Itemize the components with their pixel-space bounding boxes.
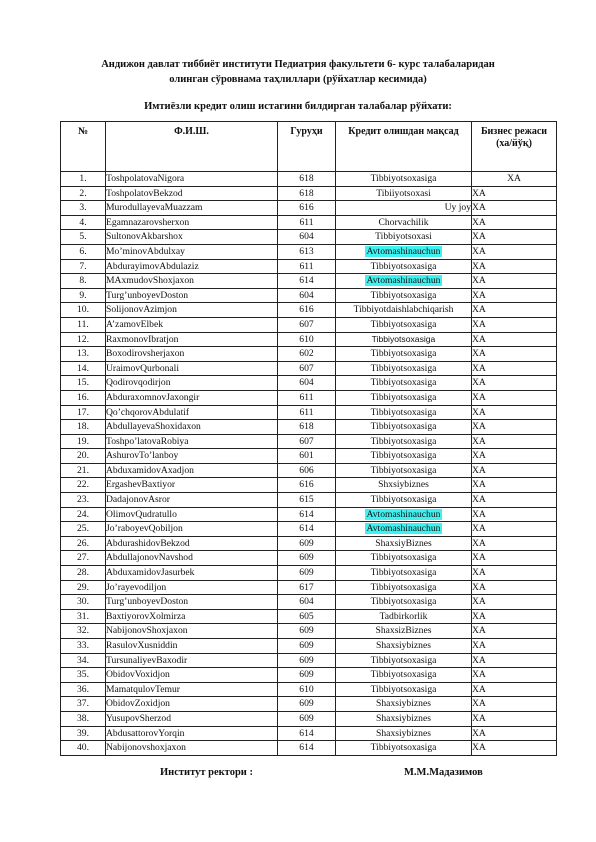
- credit-purpose-cell: [336, 595, 472, 610]
- credit-purpose: Avtomashinauchun: [366, 245, 441, 257]
- student-group: 601: [278, 449, 336, 464]
- student-group: 609: [278, 536, 336, 551]
- student-name: ObidovVoxidjon: [106, 668, 278, 683]
- table-row: [61, 653, 557, 668]
- credit-purpose-cell: [336, 420, 472, 435]
- table-row: [61, 201, 557, 216]
- row-number: 7.: [61, 259, 106, 274]
- credit-purpose: Tibiiyotsoxasi: [376, 187, 431, 199]
- table-row: [61, 682, 557, 697]
- row-number: 14.: [61, 361, 106, 376]
- credit-purpose: Tibbiyotsoxasiga: [370, 552, 437, 564]
- business-plan-value: XA: [472, 595, 557, 610]
- business-plan-value: XA: [472, 580, 557, 595]
- credit-purpose-cell: [336, 507, 472, 522]
- row-number: 21.: [61, 463, 106, 478]
- business-plan-value: XA: [472, 186, 557, 201]
- table-row: [61, 697, 557, 712]
- credit-purpose-cell: [336, 405, 472, 420]
- row-number: 17.: [61, 405, 106, 420]
- row-number: 36.: [61, 682, 106, 697]
- student-name: AbdullayevaShoxidaxon: [106, 420, 278, 435]
- credit-purpose: Tibbiyotsoxasiga: [370, 318, 437, 330]
- business-plan-value: XA: [472, 317, 557, 332]
- business-plan-value: XA: [472, 303, 557, 318]
- table-row: [61, 624, 557, 639]
- business-plan-value: XA: [472, 668, 557, 683]
- table-row: [61, 215, 557, 230]
- student-group: 604: [278, 288, 336, 303]
- business-plan-value: XA: [472, 624, 557, 639]
- business-plan-value: XA: [472, 711, 557, 726]
- student-group: 607: [278, 434, 336, 449]
- table-row: [61, 434, 557, 449]
- student-name: Turg’unboyevDoston: [106, 288, 278, 303]
- credit-purpose-cell: [336, 697, 472, 712]
- row-number: 15.: [61, 376, 106, 391]
- credit-purpose: Tibbiyotsoxasiga: [370, 348, 437, 360]
- credit-purpose-cell: [336, 609, 472, 624]
- credit-purpose-cell: [336, 244, 472, 259]
- row-number: 4.: [61, 215, 106, 230]
- student-name: AbduraxomnovJaxongir: [106, 390, 278, 405]
- credit-purpose-cell: [336, 741, 472, 756]
- row-number: 27.: [61, 551, 106, 566]
- credit-purpose: Tibbiyotsoxasiga: [370, 596, 437, 608]
- credit-purpose-cell: [336, 288, 472, 303]
- student-group: 616: [278, 303, 336, 318]
- student-group: 609: [278, 566, 336, 581]
- row-number: 25.: [61, 522, 106, 537]
- business-plan-value: XA: [472, 361, 557, 376]
- business-plan-value: XA: [472, 536, 557, 551]
- student-group: 609: [278, 639, 336, 654]
- student-group: 617: [278, 580, 336, 595]
- credit-purpose: Tibbiyotsoxasiga: [370, 654, 437, 666]
- student-name: ToshpolatovaNigora: [106, 172, 278, 187]
- table-row: [61, 288, 557, 303]
- student-name: AbduxamidovAxadjon: [106, 463, 278, 478]
- row-number: 1.: [61, 172, 106, 187]
- student-name: AbduxamidovJasurbek: [106, 566, 278, 581]
- business-plan-value: XA: [472, 172, 557, 187]
- credit-purpose: Shxsiybiznes: [378, 479, 429, 491]
- row-number: 35.: [61, 668, 106, 683]
- student-group: 614: [278, 507, 336, 522]
- credit-purpose-cell: [336, 317, 472, 332]
- credit-purpose-cell: [336, 668, 472, 683]
- student-name: RaxmonovIbratjon: [106, 332, 278, 347]
- business-plan-value: XA: [472, 522, 557, 537]
- student-group: 618: [278, 172, 336, 187]
- business-plan-value: XA: [472, 639, 557, 654]
- student-group: 614: [278, 726, 336, 741]
- student-name: AshurovTo’lanboy: [106, 449, 278, 464]
- table-row: [61, 244, 557, 259]
- student-name: Mo’minovAbdulxay: [106, 244, 278, 259]
- student-name: AbdurashidovBekzod: [106, 536, 278, 551]
- student-name: Jo’raboyevQobiljon: [106, 522, 278, 537]
- credit-purpose-cell: [336, 215, 472, 230]
- credit-purpose: Tibbiyotsoxasiga: [370, 289, 437, 301]
- business-plan-value: XA: [472, 244, 557, 259]
- table-row: [61, 478, 557, 493]
- row-number: 20.: [61, 449, 106, 464]
- credit-purpose: Tibbiyotsoxasiga: [370, 173, 437, 184]
- credit-purpose: ShaxsizBiznes: [375, 625, 432, 637]
- business-plan-value: XA: [472, 551, 557, 566]
- credit-purpose-cell: [336, 172, 472, 187]
- row-number: 26.: [61, 536, 106, 551]
- student-group: 610: [278, 682, 336, 697]
- table-row: [61, 580, 557, 595]
- business-plan-value: XA: [472, 405, 557, 420]
- business-plan-value: XA: [472, 215, 557, 230]
- student-name: AbdusattorovYorqin: [106, 726, 278, 741]
- student-group: 610: [278, 332, 336, 347]
- credit-purpose: Shaxsiybiznes: [376, 727, 431, 739]
- credit-purpose: Tibbiyotsoxasiga: [370, 260, 437, 272]
- student-group: 609: [278, 697, 336, 712]
- student-group: 611: [278, 405, 336, 420]
- credit-purpose: Tibbiyotsoxasiga: [370, 669, 437, 681]
- student-name: Nabijonovshoxjaxon: [106, 741, 278, 756]
- credit-purpose-cell: [336, 726, 472, 741]
- row-number: 24.: [61, 507, 106, 522]
- credit-purpose: Tibbiyotsoxasiga: [370, 377, 437, 389]
- table-body: [61, 172, 557, 756]
- student-name: NabijonovShoxjaxon: [106, 624, 278, 639]
- credit-purpose: Tibbiyotsoxasiga: [370, 581, 437, 593]
- credit-purpose: Avtomashinauchun: [366, 523, 441, 535]
- row-number: 32.: [61, 624, 106, 639]
- business-plan-value: XA: [472, 726, 557, 741]
- table-row: [61, 405, 557, 420]
- credit-purpose-cell: [336, 522, 472, 537]
- column-header-purpose: Кредит олишдан мақсад: [336, 122, 472, 172]
- column-header-group: Гуруҳи: [278, 122, 336, 172]
- row-number: 10.: [61, 303, 106, 318]
- student-group: 618: [278, 420, 336, 435]
- table-header-row: [61, 122, 557, 172]
- student-name: UraimovQurbonali: [106, 361, 278, 376]
- row-number: 5.: [61, 230, 106, 245]
- student-group: 616: [278, 478, 336, 493]
- table-row: [61, 522, 557, 537]
- credit-purpose: Tibbiyotsoxasiga: [370, 464, 437, 476]
- credit-purpose: Tibbiyotsoxasiga: [370, 435, 437, 447]
- business-plan-value: XA: [472, 259, 557, 274]
- business-plan-value: XA: [472, 653, 557, 668]
- table-row: [61, 172, 557, 187]
- student-group: 615: [278, 493, 336, 508]
- row-number: 30.: [61, 595, 106, 610]
- student-group: 613: [278, 244, 336, 259]
- business-plan-value: XA: [472, 682, 557, 697]
- credit-purpose-cell: [336, 682, 472, 697]
- credit-purpose-cell: [336, 580, 472, 595]
- credit-purpose: Tibbiyotsoxasiga: [370, 391, 437, 403]
- list-heading: Имтиёзли кредит олиш истагини билдирган талабалар рўйхати:: [144, 101, 452, 112]
- business-plan-value: XA: [472, 741, 557, 756]
- credit-purpose: Tadbirkorlik: [379, 610, 428, 622]
- table-row: [61, 639, 557, 654]
- student-name: SolijonovAzimjon: [106, 303, 278, 318]
- student-name: ToshpolatovBekzod: [106, 186, 278, 201]
- row-number: 31.: [61, 609, 106, 624]
- student-name: A’zamovElbek: [106, 317, 278, 332]
- student-name: BaxtiyorovXolmirza: [106, 609, 278, 624]
- business-plan-value: XA: [472, 390, 557, 405]
- student-name: SultonovAkbarshox: [106, 230, 278, 245]
- row-number: 40.: [61, 741, 106, 756]
- student-group: 609: [278, 551, 336, 566]
- credit-purpose-cell: [336, 653, 472, 668]
- student-name: Qodirovqodirjon: [106, 376, 278, 391]
- business-plan-value: XA: [472, 609, 557, 624]
- credit-purpose-cell: [336, 259, 472, 274]
- row-number: 19.: [61, 434, 106, 449]
- student-name: DadajonovAsror: [106, 493, 278, 508]
- table-row: [61, 186, 557, 201]
- credit-purpose-cell: [336, 303, 472, 318]
- column-header-business-plan: Бизнес режаси (ха/йўқ): [472, 122, 557, 172]
- business-plan-value: XA: [472, 347, 557, 362]
- business-plan-value: XA: [472, 478, 557, 493]
- table-row: [61, 741, 557, 756]
- student-name: Boxodirovsherjaxon: [106, 347, 278, 362]
- row-number: 8.: [61, 274, 106, 289]
- student-name: Jo’rayevodiljon: [106, 580, 278, 595]
- business-plan-value: XA: [472, 274, 557, 289]
- row-number: 2.: [61, 186, 106, 201]
- business-plan-value: XA: [472, 332, 557, 347]
- credit-purpose-cell: [336, 624, 472, 639]
- credit-purpose: Tibbiyotsoxasiga: [370, 450, 437, 462]
- row-number: 29.: [61, 580, 106, 595]
- column-header-number: №: [61, 122, 106, 172]
- student-group: 604: [278, 376, 336, 391]
- student-name: AbdullajonovNavshod: [106, 551, 278, 566]
- table-row: [61, 609, 557, 624]
- column-header-fullname: Ф.И.Ш.: [106, 122, 278, 172]
- student-group: 614: [278, 741, 336, 756]
- credit-purpose: Tibbiyotsoxasiga: [370, 421, 437, 433]
- credit-purpose-cell: [336, 376, 472, 391]
- table-row: [61, 332, 557, 347]
- student-name: YusupovSherzod: [106, 711, 278, 726]
- student-name: RasulovXusniddin: [106, 639, 278, 654]
- row-number: 12.: [61, 332, 106, 347]
- rector-label: Институт ректори :: [160, 767, 253, 778]
- credit-purpose-cell: [336, 493, 472, 508]
- table-row: [61, 361, 557, 376]
- student-group: 607: [278, 361, 336, 376]
- business-plan-value: XA: [472, 566, 557, 581]
- student-name: ErgashevBaxtiyor: [106, 478, 278, 493]
- business-plan-value: XA: [472, 697, 557, 712]
- credit-purpose: Tibbiyotsoxasiga: [371, 333, 436, 344]
- row-number: 39.: [61, 726, 106, 741]
- credit-purpose-cell: [336, 711, 472, 726]
- credit-purpose: Chorvachilik: [378, 216, 429, 228]
- row-number: 18.: [61, 420, 106, 435]
- credit-purpose-cell: [336, 361, 472, 376]
- credit-purpose-cell: [336, 201, 472, 216]
- student-group: 607: [278, 317, 336, 332]
- credit-purpose: Avtomashinauchun: [366, 508, 441, 520]
- student-group: 609: [278, 653, 336, 668]
- credit-purpose: Shaxsiybiznes: [376, 640, 431, 651]
- student-group: 614: [278, 274, 336, 289]
- table-row: [61, 493, 557, 508]
- document-title-line-2: олинган сўровнама таҳлиллари (рўйхатлар кесимида): [169, 74, 427, 85]
- table-row: [61, 449, 557, 464]
- student-group: 604: [278, 595, 336, 610]
- student-group: 609: [278, 668, 336, 683]
- business-plan-value: XA: [472, 201, 557, 216]
- table-row: [61, 536, 557, 551]
- credit-purpose: Tibbiyotsoxasiga: [370, 742, 437, 754]
- student-group: 616: [278, 201, 336, 216]
- credit-purpose-cell: [336, 478, 472, 493]
- student-group: 604: [278, 230, 336, 245]
- student-group: 618: [278, 186, 336, 201]
- credit-purpose-cell: [336, 449, 472, 464]
- table-row: [61, 566, 557, 581]
- credit-purpose-cell: [336, 390, 472, 405]
- student-group: 611: [278, 215, 336, 230]
- business-plan-value: XA: [472, 463, 557, 478]
- credit-purpose-cell: [336, 347, 472, 362]
- rector-name: М.М.Мадазимов: [404, 767, 483, 778]
- table-row: [61, 274, 557, 289]
- student-group: 611: [278, 259, 336, 274]
- student-group: 609: [278, 624, 336, 639]
- row-number: 11.: [61, 317, 106, 332]
- table-row: [61, 507, 557, 522]
- row-number: 37.: [61, 697, 106, 712]
- business-plan-value: XA: [472, 376, 557, 391]
- credit-purpose: Tibbiyotdaishlabchiqarish: [353, 304, 454, 316]
- table-row: [61, 390, 557, 405]
- row-number: 33.: [61, 639, 106, 654]
- student-name: Toshpo’latovaRobiya: [106, 434, 278, 449]
- credit-purpose: Tibbiyotsoxasiga: [370, 362, 437, 374]
- business-plan-value: XA: [472, 230, 557, 245]
- table-row: [61, 726, 557, 741]
- credit-purpose: Tibbiyotsoxasiga: [370, 494, 437, 506]
- row-number: 22.: [61, 478, 106, 493]
- credit-purpose: Avtomashinauchun: [366, 275, 441, 287]
- credit-purpose-cell: [336, 463, 472, 478]
- row-number: 9.: [61, 288, 106, 303]
- credit-purpose: Shaxsiybiznes: [376, 698, 431, 710]
- business-plan-value: XA: [472, 449, 557, 464]
- credit-purpose: Tibbiyotsoxasi: [375, 231, 432, 243]
- credit-purpose: ShaxsiyBiznes: [375, 537, 432, 549]
- credit-purpose-cell: [336, 536, 472, 551]
- table-row: [61, 668, 557, 683]
- table-row: [61, 595, 557, 610]
- row-number: 34.: [61, 653, 106, 668]
- credit-purpose: Uy joy: [444, 202, 471, 214]
- student-name: Turg’unboyevDoston: [106, 595, 278, 610]
- table-row: [61, 376, 557, 391]
- table-row: [61, 420, 557, 435]
- student-group: 611: [278, 390, 336, 405]
- student-name: MAxmudovShoxjaxon: [106, 274, 278, 289]
- credit-purpose-cell: [336, 186, 472, 201]
- student-group: 609: [278, 711, 336, 726]
- student-group: 606: [278, 463, 336, 478]
- student-group: 614: [278, 522, 336, 537]
- student-name: MurodullayevaMuazzam: [106, 201, 278, 216]
- document-title-line-1: Андижон давлат тиббиёт институти Педиатрия факультети 6- курс талабаларидан: [101, 59, 495, 70]
- table-row: [61, 463, 557, 478]
- student-name: MamatqulovTemur: [106, 682, 278, 697]
- table-row: [61, 347, 557, 362]
- table-row: [61, 230, 557, 245]
- row-number: 28.: [61, 566, 106, 581]
- student-name: ObidovZoxidjon: [106, 697, 278, 712]
- table-row: [61, 317, 557, 332]
- credit-purpose-cell: [336, 274, 472, 289]
- student-group: 605: [278, 609, 336, 624]
- credit-purpose-cell: [336, 639, 472, 654]
- student-group: 602: [278, 347, 336, 362]
- table-row: [61, 303, 557, 318]
- student-name: Egamnazarovsherxon: [106, 215, 278, 230]
- table-row: [61, 551, 557, 566]
- table-row: [61, 259, 557, 274]
- row-number: 3.: [61, 201, 106, 216]
- business-plan-value: XA: [472, 507, 557, 522]
- credit-purpose-cell: [336, 566, 472, 581]
- credit-purpose-cell: [336, 551, 472, 566]
- student-name: TursunaliyevBaxodir: [106, 653, 278, 668]
- students-table: [60, 121, 557, 756]
- credit-purpose: Tibbiyotsoxasiga: [370, 683, 437, 695]
- student-name: AbdurayimovAbdulaziz: [106, 259, 278, 274]
- business-plan-value: XA: [472, 434, 557, 449]
- student-name: Qo’chqorovAbdulatif: [106, 405, 278, 420]
- business-plan-value: XA: [472, 493, 557, 508]
- credit-purpose-cell: [336, 434, 472, 449]
- credit-purpose-cell: [336, 332, 472, 347]
- credit-purpose: Tibbiyotsoxasiga: [370, 406, 437, 418]
- business-plan-value: XA: [472, 288, 557, 303]
- row-number: 38.: [61, 711, 106, 726]
- credit-purpose-cell: [336, 230, 472, 245]
- row-number: 23.: [61, 493, 106, 508]
- row-number: 16.: [61, 390, 106, 405]
- row-number: 6.: [61, 244, 106, 259]
- row-number: 13.: [61, 347, 106, 362]
- credit-purpose: Shaxsiybiznes: [376, 712, 431, 724]
- student-name: OlimovQudratullo: [106, 507, 278, 522]
- credit-purpose: Tibbiyotsoxasiga: [370, 567, 437, 579]
- business-plan-value: XA: [472, 420, 557, 435]
- table-row: [61, 711, 557, 726]
